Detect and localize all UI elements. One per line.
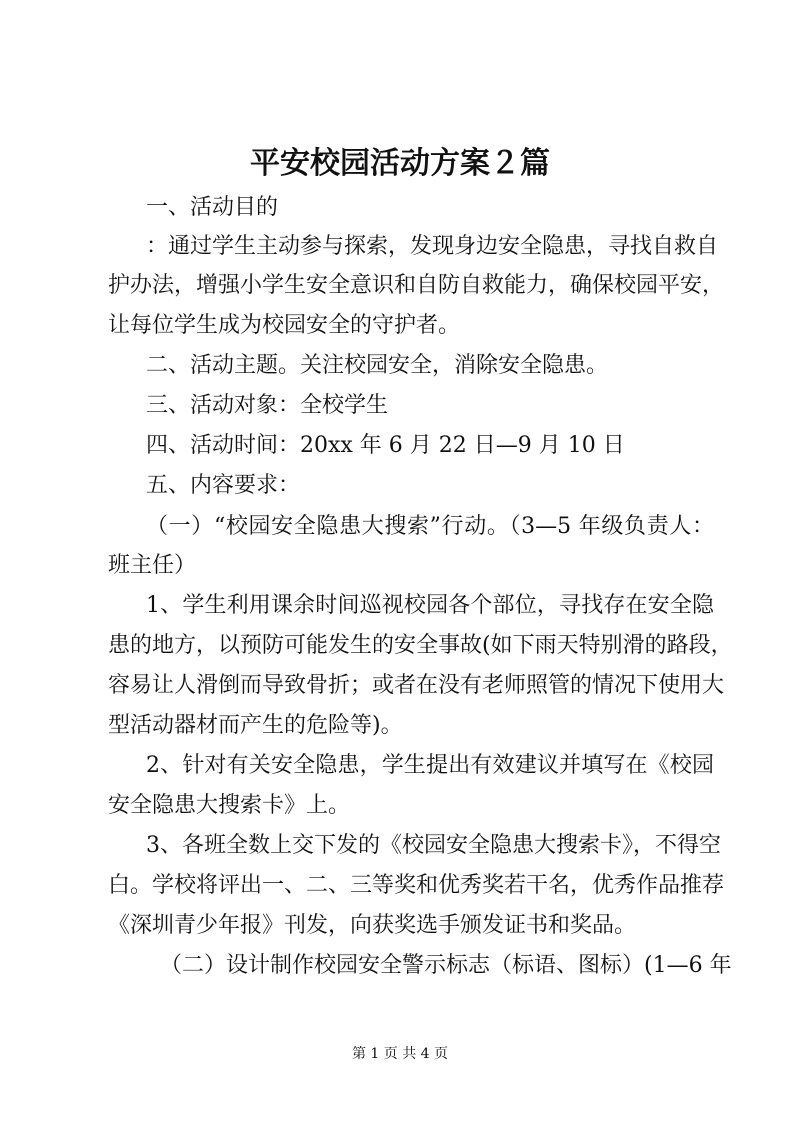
body-line: 患的地方，以预防可能发生的安全事故(如下雨天特别滑的路段， [108, 633, 733, 658]
body-line: 护办法，增强小学生安全意识和自防自救能力，确保校园平安， [108, 273, 725, 298]
body-line: 2、针对有关安全隐患，学生提出有效建议并填写在《校园 [146, 753, 714, 778]
heading-activity-purpose: 一、活动目的 [146, 195, 279, 220]
page-number-footer: 第 1 页 共 4 页 [351, 1046, 449, 1062]
heading-activity-target: 三、活动对象：全校学生 [146, 393, 389, 418]
heading-activity-time: 四、活动时间：20xx 年 6 月 22 日—9 月 10 日 [146, 433, 625, 458]
document-title: 平安校园活动方案２篇 [250, 146, 550, 181]
body-line: 1、学生利用课余时间巡视校园各个部位，寻找存在安全隐 [146, 593, 714, 618]
body-line: 3、各班全数上交下发的《校园安全隐患大搜索卡》，不得空 [146, 833, 721, 858]
heading-content-requirements: 五、内容要求： [146, 473, 301, 498]
heading-activity-theme: 二、活动主题。关注校园安全，消除安全隐患。 [146, 353, 609, 378]
body-line: 《深圳青少年报》刊发，向获奖选手颁发证书和奖品。 [108, 913, 637, 938]
body-line: 班主任） [108, 553, 197, 578]
body-line: ：通过学生主动参与探索，发现身边安全隐患，寻找自救自 [146, 234, 719, 259]
subsection-heading: （二）设计制作校园安全警示标志（标语、图标）(1—6 年 [160, 953, 732, 978]
subsection-heading: （一）“校园安全隐患大搜索”行动。（3—5 年级负责人： [146, 514, 714, 539]
body-line: 安全隐患大搜索卡》上。 [108, 793, 351, 818]
body-line: 容易让人滑倒而导致骨折；或者在没有老师照管的情况下使用大 [108, 673, 725, 698]
body-line: 型活动器材而产生的危险等)。 [108, 713, 403, 738]
body-line: 白。学校将评出一、二、三等奖和优秀奖若干名，优秀作品推荐 [108, 873, 725, 898]
body-line: 让每位学生成为校园安全的守护者。 [108, 313, 461, 338]
